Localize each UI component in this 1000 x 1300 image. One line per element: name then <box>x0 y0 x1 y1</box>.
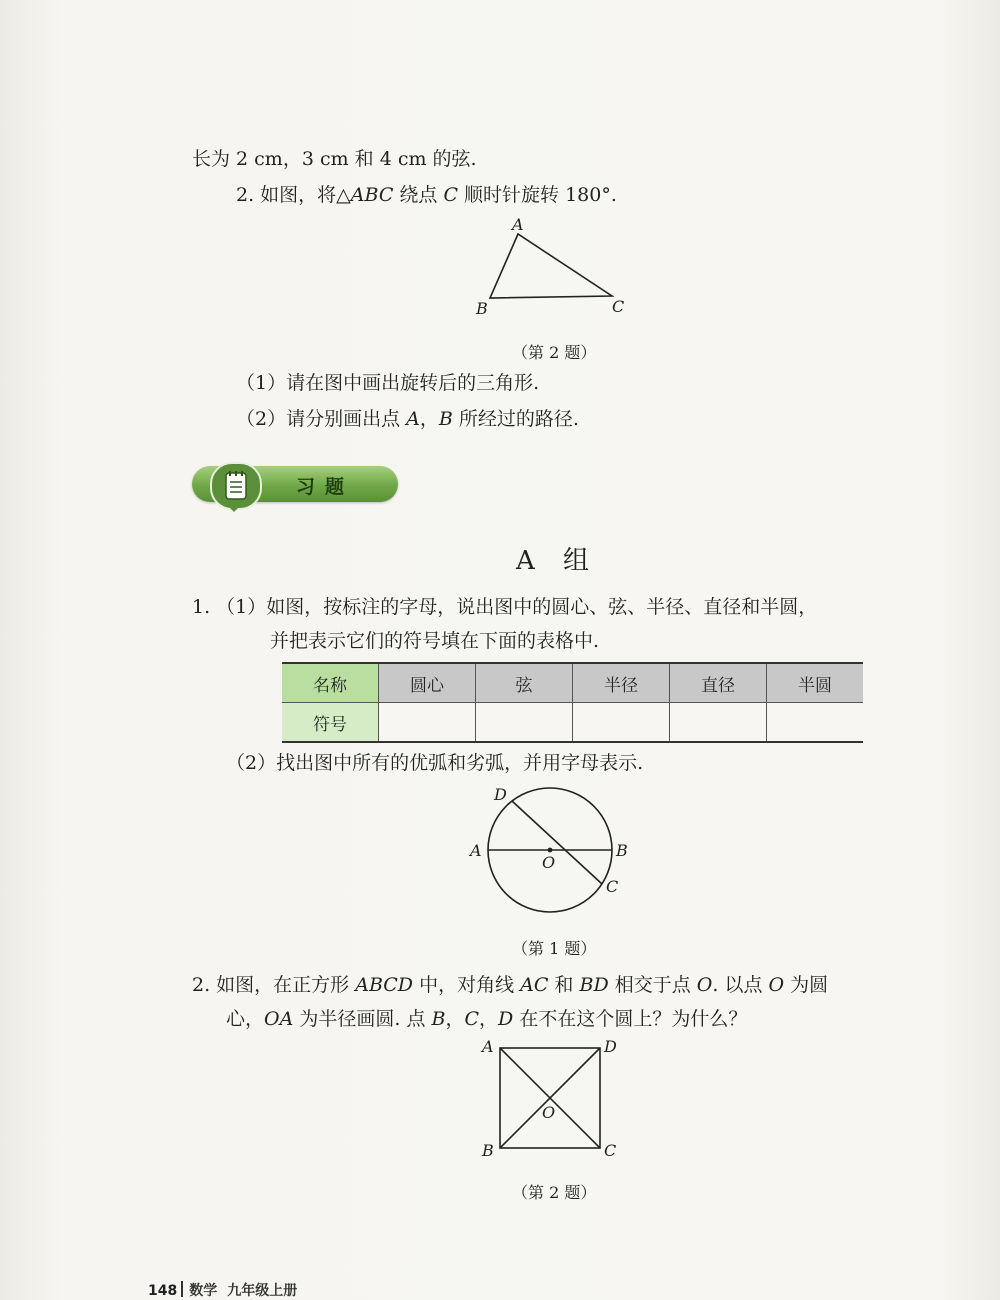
banner-label: 习题 <box>296 476 355 498</box>
table-cell <box>670 703 767 743</box>
table-header-cell: 直径 <box>670 663 767 703</box>
square-figure <box>476 1036 626 1166</box>
page-footer <box>148 1280 307 1300</box>
text-fragment: 所经过的路径. <box>452 408 579 430</box>
text-fragment: 在不在这个圆上？为什么？ <box>513 1008 748 1030</box>
label-a: A <box>512 215 524 234</box>
text-fragment: 相交于点 <box>608 974 697 996</box>
text-fragment: 2. 如图，在正方形 <box>192 974 356 996</box>
table-row-label: 符号 <box>282 703 379 743</box>
label-a: A <box>470 841 482 860</box>
exercise-2-line-2 <box>226 1006 747 1032</box>
sub-question-1: （1）请在图中画出旋转后的三角形. <box>236 372 540 394</box>
page-number: 148 <box>148 1283 178 1299</box>
label-o: O <box>542 853 556 872</box>
triangle-abc <box>490 234 612 298</box>
question-2-text <box>236 182 617 208</box>
label-c: C <box>612 297 625 316</box>
label-c: C <box>606 877 619 896</box>
text-fragment: ， <box>445 1008 465 1030</box>
text-fragment: （2）请分别画出点 <box>236 408 407 430</box>
table-header-cell: 名称 <box>282 663 379 703</box>
text-fragment: A <box>406 408 420 430</box>
text-fragment: AC <box>520 974 549 996</box>
text-fragment: 中，对角线 <box>413 974 521 996</box>
text-fragment: C <box>464 1008 480 1030</box>
text-fragment: ABC <box>350 184 394 206</box>
figure-caption-q1: （第 1 题） <box>512 939 597 958</box>
text-fragment: 和 <box>548 974 580 996</box>
exercise-1-line-2: 并把表示它们的符号填在下面的表格中. <box>270 630 600 652</box>
text-fragment: OA <box>264 1008 294 1030</box>
label-d: D <box>494 785 507 804</box>
exercise-banner <box>192 462 402 508</box>
exercise-1-sub-2: （2）找出图中所有的优弧和劣弧，并用字母表示. <box>226 752 644 774</box>
group-title: A 组 <box>516 546 600 576</box>
text-fragment: 绕点 <box>393 184 444 206</box>
banner-arrow <box>226 504 242 512</box>
figure-caption-q2-square: （第 2 题） <box>512 1183 597 1202</box>
table-row <box>282 703 863 743</box>
text-fragment: 2. 如图，将△ <box>236 184 351 206</box>
text-fragment: B <box>431 1008 446 1030</box>
label-a: A <box>482 1037 494 1056</box>
text-fragment: B <box>438 408 453 430</box>
table-header-cell: 弦 <box>476 663 573 703</box>
center-point <box>548 848 553 853</box>
table-header-cell: 半圆 <box>767 663 864 703</box>
answer-table <box>282 662 863 743</box>
text-fragment: BD <box>579 974 609 996</box>
table-header-cell: 半径 <box>573 663 670 703</box>
exercise-2-line-1 <box>192 972 828 998</box>
text-fragment: ， <box>479 1008 499 1030</box>
table-cell <box>767 703 864 743</box>
text-fragment: ， <box>419 408 439 430</box>
chord-dc <box>512 801 602 884</box>
text-fragment: 心， <box>226 1008 265 1030</box>
label-b: B <box>616 841 628 860</box>
figure-caption-q2: （第 2 题） <box>512 343 597 362</box>
table-cell <box>476 703 573 743</box>
table-header-cell: 圆心 <box>379 663 476 703</box>
footer-separator <box>181 1281 183 1297</box>
text-fragment: 为圆 <box>784 974 829 996</box>
text-fragment: O <box>696 974 713 996</box>
text-fragment: ABCD <box>355 974 414 996</box>
exercise-1-line-1: 1. （1）如图，按标注的字母，说出图中的圆心、弦、半径、直径和半圆， <box>192 596 818 618</box>
label-o: O <box>542 1103 556 1122</box>
text-fragment: . 以点 <box>712 974 769 996</box>
label-d: D <box>604 1037 617 1056</box>
label-b: B <box>476 299 488 318</box>
sub-question-2 <box>236 406 579 432</box>
label-b: B <box>482 1141 494 1160</box>
text-fragment: 为半径画圆. 点 <box>293 1008 432 1030</box>
footer-grade: 九年级上册 <box>227 1283 298 1299</box>
table-header-row <box>282 663 863 703</box>
label-c: C <box>604 1141 617 1160</box>
text-fragment: O <box>768 974 785 996</box>
text-line-chord-lengths: 长为 2 cm，3 cm 和 4 cm 的弦. <box>192 148 477 170</box>
table-cell <box>573 703 670 743</box>
triangle-figure <box>460 212 640 322</box>
footer-subject: 数学 <box>189 1283 218 1299</box>
circle-figure <box>462 780 642 930</box>
table-cell <box>379 703 476 743</box>
notepad-icon <box>210 462 262 510</box>
text-fragment: D <box>498 1008 514 1030</box>
text-fragment: 顺时针旋转 180°. <box>458 184 617 206</box>
text-fragment: C <box>443 184 458 206</box>
